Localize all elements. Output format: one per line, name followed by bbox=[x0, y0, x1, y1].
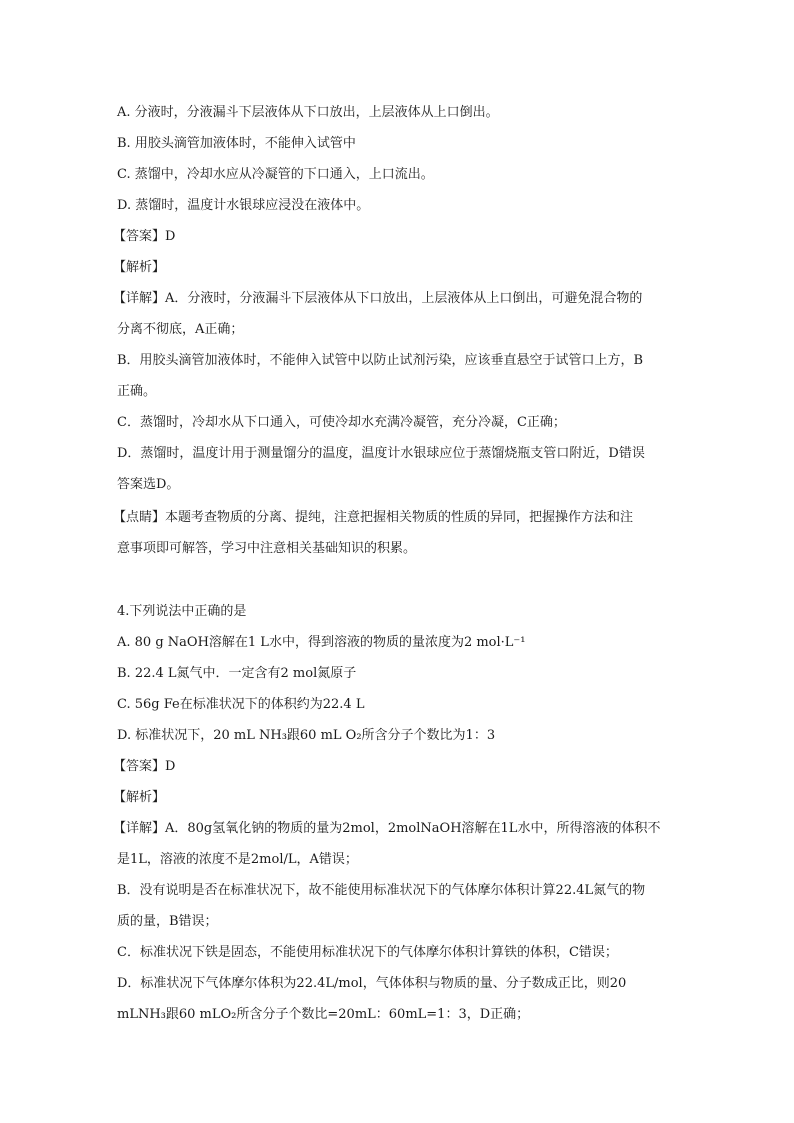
q4-detail-line: B．没有说明是否在标准状况下，故不能使用标准状况下的气体摩尔体积计算22.4L氮气的物 bbox=[117, 883, 646, 898]
q3-analysis-label: 【解析】 bbox=[113, 260, 166, 275]
q4-option-d: D. 标准状况下，20 mL NH₃跟60 mL O₂所含分子个数比为1：3 bbox=[117, 728, 496, 743]
q3-detail-line: 答案选D。 bbox=[117, 477, 180, 492]
q3-detail-line: D．蒸馏时，温度计用于测量馏分的温度，温度计水银球应位于蒸馏烧瓶支管口附近，D错误 bbox=[117, 446, 645, 461]
q3-detail-line: 分离不彻底，A正确； bbox=[117, 322, 244, 337]
q3-comment-line: 【点睛】本题考查物质的分离、提纯，注意把握相关物质的性质的异同，把握操作方法和注 bbox=[113, 510, 634, 525]
q3-option-b: B. 用胶头滴管加液体时，不能伸入试管中 bbox=[117, 136, 356, 151]
q4-option-c: C. 56g Fe在标准状况下的体积约为22.4 L bbox=[117, 697, 365, 712]
q3-detail-line: B．用胶头滴管加液体时，不能伸入试管中以防止试剂污染，应该垂直悬空于试管口上方，B bbox=[117, 353, 644, 368]
q4-answer: 【答案】D bbox=[113, 759, 176, 774]
q3-answer: 【答案】D bbox=[113, 229, 176, 244]
q3-detail-line: C．蒸馏时，冷却水从下口通入，可使冷却水充满冷凝管，充分冷凝，C正确； bbox=[117, 415, 566, 430]
q4-detail-line: 是1L，溶液的浓度不是2mol/L，A错误； bbox=[117, 852, 358, 867]
q3-option-c: C. 蒸馏中，冷却水应从冷凝管的下口通入，上口流出。 bbox=[117, 167, 434, 182]
q3-option-d: D. 蒸馏时，温度计水银球应浸没在液体中。 bbox=[117, 198, 370, 213]
q3-detail-line: 【详解】A．分液时，分液漏斗下层液体从下口放出，上层液体从上口倒出，可避免混合物的 bbox=[113, 291, 643, 306]
q4-analysis-label: 【解析】 bbox=[113, 790, 166, 805]
q3-detail-line: 正确。 bbox=[117, 384, 157, 399]
q3-comment-line: 意事项即可解答，学习中注意相关基础知识的积累。 bbox=[117, 541, 417, 556]
q4-option-a: A. 80 g NaOH溶解在1 L水中，得到溶液的物质的量浓度为2 mol·L⁻¹ bbox=[117, 635, 526, 650]
q4-detail-line: 【详解】A．80g氢氧化钠的物质的量为2mol，2molNaOH溶解在1L水中，所得溶液的体积不 bbox=[113, 821, 661, 836]
q4-stem: 4.下列说法中正确的是 bbox=[117, 604, 247, 619]
q4-option-b: B. 22.4 L氮气中．一定含有2 mol氮原子 bbox=[117, 666, 357, 681]
q4-detail-line: C．标准状况下铁是固态，不能使用标准状况下的气体摩尔体积计算铁的体积，C错误； bbox=[117, 945, 618, 960]
q4-detail-line: 质的量，B错误； bbox=[117, 914, 218, 929]
q4-detail-line: mLNH₃跟60 mLO₂所含分子个数比=20mL：60mL=1：3，D正确； bbox=[117, 1007, 530, 1022]
q4-detail-line: D．标准状况下气体摩尔体积为22.4L/mol，气体体积与物质的量、分子数成正比，则20 bbox=[117, 976, 627, 991]
q3-option-a: A. 分液时，分液漏斗下层液体从下口放出，上层液体从上口倒出。 bbox=[117, 105, 499, 120]
